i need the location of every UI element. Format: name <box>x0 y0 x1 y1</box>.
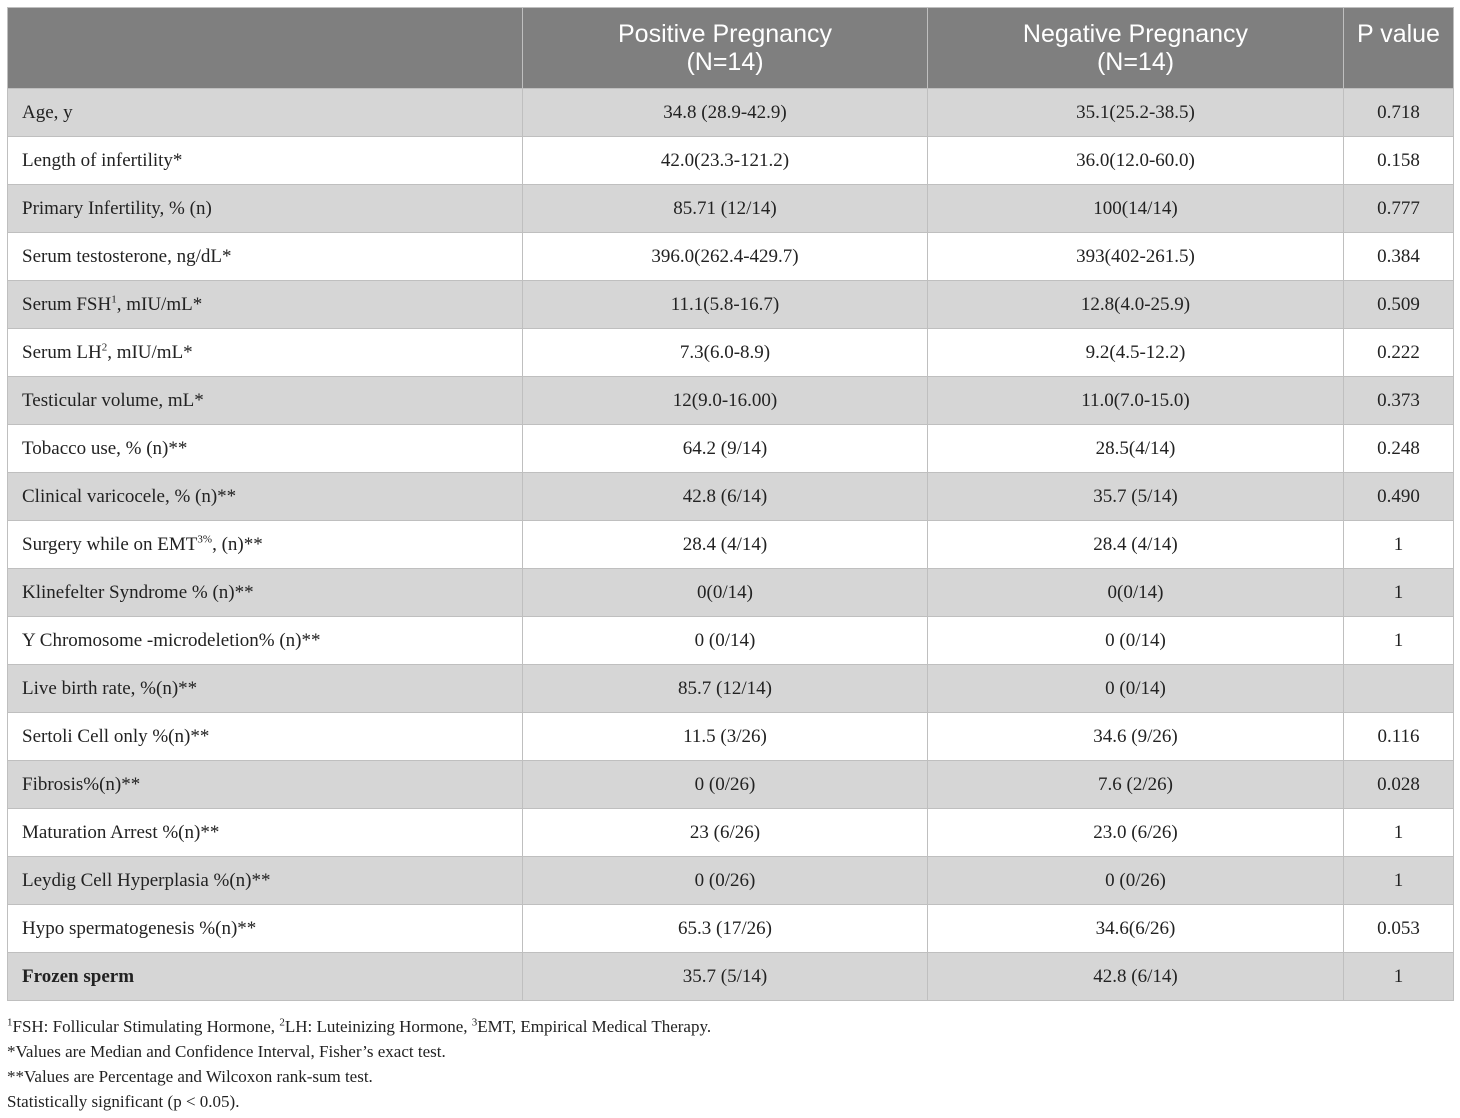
table-body <box>8 89 1454 1001</box>
table-row <box>8 137 1454 185</box>
p-value: 0.053 <box>1344 905 1454 953</box>
p-value: 0.384 <box>1344 233 1454 281</box>
negative-value: 0 (0/14) <box>928 617 1344 665</box>
header-variable-column <box>8 8 523 89</box>
p-value: 0.373 <box>1344 377 1454 425</box>
table-row <box>8 521 1454 569</box>
negative-value: 34.6 (9/26) <box>928 713 1344 761</box>
row-label: Length of infertility* <box>8 137 523 185</box>
p-value: 0.028 <box>1344 761 1454 809</box>
row-label: Testicular volume, mL* <box>8 377 523 425</box>
table-row <box>8 329 1454 377</box>
header-p-value <box>1344 8 1454 89</box>
p-value: 1 <box>1344 809 1454 857</box>
header-negative-pregnancy <box>928 8 1344 89</box>
table-row <box>8 569 1454 617</box>
row-label: Live birth rate, %(n)** <box>8 665 523 713</box>
p-value: 0.509 <box>1344 281 1454 329</box>
negative-value: 35.1(25.2-38.5) <box>928 89 1344 137</box>
positive-value: 65.3 (17/26) <box>523 905 928 953</box>
footnote-significance: Statistically significant (p < 0.05). <box>7 1092 240 1111</box>
row-label: Primary Infertility, % (n) <box>8 185 523 233</box>
negative-value: 12.8(4.0-25.9) <box>928 281 1344 329</box>
positive-value: 11.5 (3/26) <box>523 713 928 761</box>
positive-value: 23 (6/26) <box>523 809 928 857</box>
table-row <box>8 665 1454 713</box>
positive-value: 0 (0/26) <box>523 761 928 809</box>
negative-value: 0(0/14) <box>928 569 1344 617</box>
positive-value: 42.0(23.3-121.2) <box>523 137 928 185</box>
positive-value: 0 (0/14) <box>523 617 928 665</box>
row-label: Hypo spermatogenesis %(n)** <box>8 905 523 953</box>
row-label: Clinical varicocele, % (n)** <box>8 473 523 521</box>
positive-value: 11.1(5.8-16.7) <box>523 281 928 329</box>
negative-value: 28.5(4/14) <box>928 425 1344 473</box>
table-footnotes <box>7 1014 1453 1114</box>
p-value: 0.248 <box>1344 425 1454 473</box>
row-label: Serum FSH$^1$, mIU/mL* <box>8 281 523 329</box>
footnote-median: *Values are Median and Confidence Interval, Fisher’s exact test. <box>7 1042 446 1061</box>
negative-value: 36.0(12.0-60.0) <box>928 137 1344 185</box>
header-positive-n: (N=14) <box>686 48 764 76</box>
positive-value: 85.7 (12/14) <box>523 665 928 713</box>
table-row <box>8 281 1454 329</box>
table-row <box>8 473 1454 521</box>
table-row <box>8 809 1454 857</box>
negative-value: 9.2(4.5-12.2) <box>928 329 1344 377</box>
positive-value: 42.8 (6/14) <box>523 473 928 521</box>
footnote-abbreviations: $^1$FSH: Follicular Stimulating Hormone, $^2$LH: Luteinizing Hormone, $^3$EMT, Empirical Medical Therapy. <box>7 1016 712 1036</box>
table-row <box>8 89 1454 137</box>
header-row <box>8 8 1454 89</box>
p-value: 1 <box>1344 617 1454 665</box>
header-variable-label <box>8 8 522 20</box>
negative-value: 35.7 (5/14) <box>928 473 1344 521</box>
row-label: Maturation Arrest %(n)** <box>8 809 523 857</box>
table-row <box>8 905 1454 953</box>
p-value: 1 <box>1344 953 1454 1001</box>
negative-value: 11.0(7.0-15.0) <box>928 377 1344 425</box>
p-value: 0.222 <box>1344 329 1454 377</box>
p-value: 0.490 <box>1344 473 1454 521</box>
p-value: 0.718 <box>1344 89 1454 137</box>
p-value: 1 <box>1344 569 1454 617</box>
negative-value: 0 (0/14) <box>928 665 1344 713</box>
positive-value: 7.3(6.0-8.9) <box>523 329 928 377</box>
header-positive-pregnancy <box>523 8 928 89</box>
p-value: 0.116 <box>1344 713 1454 761</box>
negative-value: 23.0 (6/26) <box>928 809 1344 857</box>
row-label: Y Chromosome -microdeletion% (n)** <box>8 617 523 665</box>
row-label: Fibrosis%(n)** <box>8 761 523 809</box>
pregnancy-outcome-table <box>7 7 1454 1001</box>
row-label: Sertoli Cell only %(n)** <box>8 713 523 761</box>
table-row <box>8 857 1454 905</box>
negative-value: 34.6(6/26) <box>928 905 1344 953</box>
row-label: Tobacco use, % (n)** <box>8 425 523 473</box>
row-label: Age, y <box>8 89 523 137</box>
header-positive-title: Positive Pregnancy <box>617 20 832 48</box>
row-label: Frozen sperm <box>8 953 523 1001</box>
p-value: 1 <box>1344 857 1454 905</box>
positive-value: 0 (0/26) <box>523 857 928 905</box>
header-negative-title: Negative Pregnancy <box>1022 20 1249 48</box>
negative-value: 0 (0/26) <box>928 857 1344 905</box>
table-row <box>8 233 1454 281</box>
table-row <box>8 425 1454 473</box>
header-p-value-label: P value <box>1357 20 1440 48</box>
row-label: Serum $LH^2$, mIU/mL* <box>8 329 523 377</box>
table-row <box>8 377 1454 425</box>
positive-value: 34.8 (28.9-42.9) <box>523 89 928 137</box>
positive-value: 35.7 (5/14) <box>523 953 928 1001</box>
row-label: Serum testosterone, ng/dL* <box>8 233 523 281</box>
negative-value: 100(14/14) <box>928 185 1344 233</box>
p-value: 0.777 <box>1344 185 1454 233</box>
positive-value: 64.2 (9/14) <box>523 425 928 473</box>
negative-value: 393(402-261.5) <box>928 233 1344 281</box>
row-label: Surgery while on $EMT^{3\%}$, (n)** <box>8 521 523 569</box>
p-value: 0.158 <box>1344 137 1454 185</box>
p-value <box>1344 665 1454 713</box>
table-row <box>8 617 1454 665</box>
footnote-percentage: **Values are Percentage and Wilcoxon rank-sum test. <box>7 1067 373 1086</box>
positive-value: 12(9.0-16.00) <box>523 377 928 425</box>
row-label: Klinefelter Syndrome % (n)** <box>8 569 523 617</box>
negative-value: 7.6 (2/26) <box>928 761 1344 809</box>
positive-value: 396.0(262.4-429.7) <box>523 233 928 281</box>
data-table-container <box>7 7 1453 1001</box>
p-value: 1 <box>1344 521 1454 569</box>
table-row <box>8 713 1454 761</box>
header-negative-n: (N=14) <box>1096 48 1175 76</box>
row-label: Leydig Cell Hyperplasia %(n)** <box>8 857 523 905</box>
table-row <box>8 761 1454 809</box>
positive-value: 28.4 (4/14) <box>523 521 928 569</box>
positive-value: 0(0/14) <box>523 569 928 617</box>
table-row <box>8 185 1454 233</box>
negative-value: 28.4 (4/14) <box>928 521 1344 569</box>
negative-value: 42.8 (6/14) <box>928 953 1344 1001</box>
positive-value: 85.71 (12/14) <box>523 185 928 233</box>
table-header <box>8 8 1454 89</box>
table-row-frozen-sperm <box>8 953 1454 1001</box>
